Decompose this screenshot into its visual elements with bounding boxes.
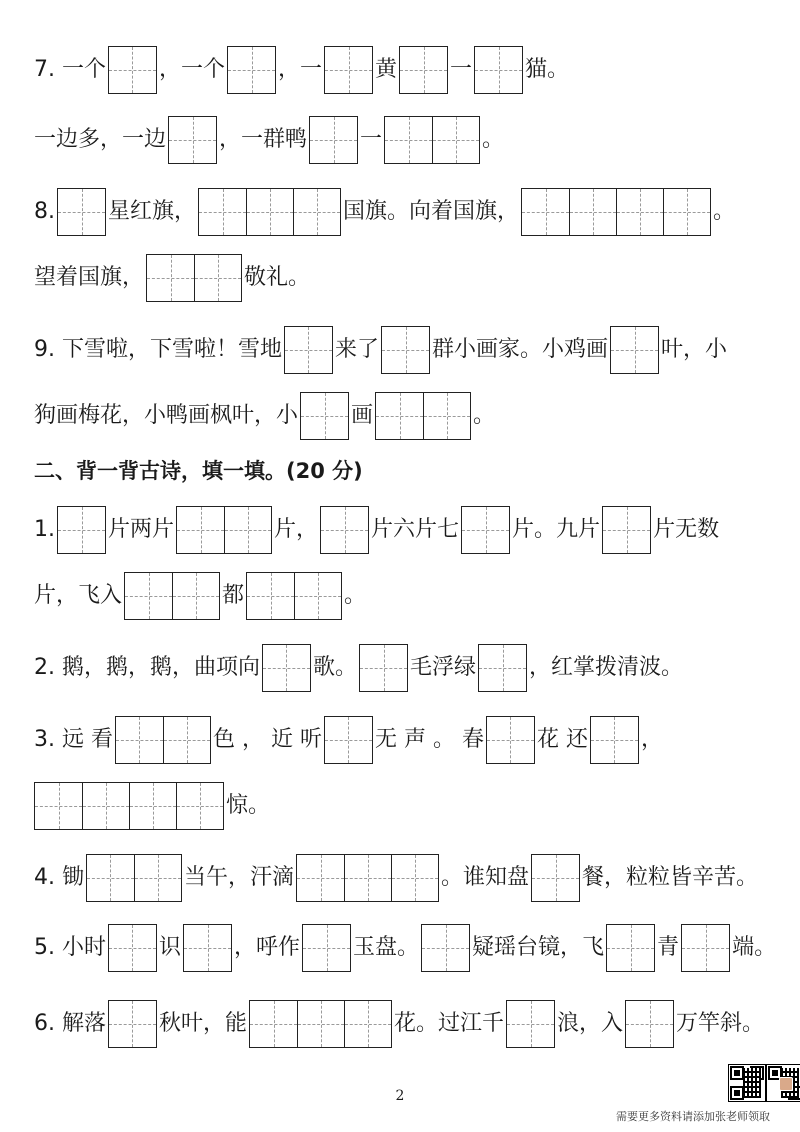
text: 惊。 [226,793,271,818]
answer-box[interactable] [262,644,311,692]
answer-box[interactable] [610,326,659,374]
text: 4. 锄 [34,865,84,890]
answer-box[interactable] [168,116,217,164]
q9-line2 [34,390,770,442]
q9-line1 [34,324,770,376]
answer-box[interactable] [246,572,342,620]
text: 7. 一个 [34,57,106,82]
answer-box[interactable] [606,924,655,972]
text: 秋叶，能 [158,1011,247,1036]
text: 都 [222,583,245,608]
answer-box[interactable] [249,1000,392,1048]
answer-box[interactable] [506,1000,555,1048]
answer-box[interactable] [57,506,106,554]
answer-box[interactable] [384,116,480,164]
text: 片，飞入 [34,583,123,608]
answer-box[interactable] [521,188,711,236]
q8-line1 [34,186,770,238]
text: 片无数 [653,517,720,542]
text: 一边多，一边 [34,127,167,152]
text: 青 [657,935,680,960]
qr-code-icon [766,1064,800,1102]
footer-note: 需要更多资料请添加张老师领取 [616,1110,770,1123]
text: 2. 鹅，鹅，鹅，曲项向 [34,655,260,680]
avatar-icon [779,1077,793,1091]
text: 浪，入 [557,1011,624,1036]
answer-box[interactable] [474,46,523,94]
text: 。 [473,403,496,428]
text: 歌。 [312,655,357,680]
answer-box[interactable] [183,924,232,972]
answer-box[interactable] [625,1000,674,1048]
text: 9. 下雪啦，下雪啦！雪地 [34,337,282,362]
text: 画 [351,403,374,428]
answer-box[interactable] [461,506,510,554]
answer-box[interactable] [478,644,527,692]
answer-box[interactable] [284,326,333,374]
text: 识 [158,935,181,960]
answer-box[interactable] [359,644,408,692]
text: 花。过江千 [394,1011,505,1036]
text: 片两片 [108,517,175,542]
text: 一 [450,57,473,82]
answer-box[interactable] [108,46,157,94]
poem6-line1 [34,998,770,1050]
answer-box[interactable] [681,924,730,972]
text: 一 [360,127,383,152]
poem3-line1 [34,714,770,766]
answer-box[interactable] [324,46,373,94]
text: 猫。 [525,57,570,82]
text: 片六片七 [371,517,460,542]
answer-box[interactable] [602,506,651,554]
text: 玉盘。 [353,935,420,960]
answer-box[interactable] [115,716,211,764]
text: 8. [34,199,55,224]
text: ， [640,727,663,752]
answer-box[interactable] [320,506,369,554]
poem1-line2 [34,570,770,622]
q7-line1 [34,44,770,96]
text: ，呼作 [234,935,301,960]
poem3-line2 [34,780,770,832]
text: 5. 小时 [34,935,106,960]
text: 万竿斜。 [676,1011,765,1036]
text: 色 ， 近 听 [212,727,322,752]
text: 片。九片 [512,517,601,542]
answer-box[interactable] [57,188,106,236]
text: 毛浮绿 [410,655,477,680]
text: 花 还 [536,727,588,752]
text: 狗画梅花，小鸭画枫叶，小 [34,403,299,428]
text: 敬礼。 [244,265,311,290]
answer-box[interactable] [176,506,272,554]
answer-box[interactable] [309,116,358,164]
text: 。 [713,199,736,224]
answer-box[interactable] [296,854,439,902]
q8-line2 [34,252,770,304]
answer-box[interactable] [227,46,276,94]
text: 。 [344,583,367,608]
text: 当午，汗滴 [183,865,294,890]
answer-box[interactable] [421,924,470,972]
text: 。谁知盘 [441,865,530,890]
section-title: 二、背一背古诗，填一填。(20 分) [34,459,363,483]
text: 黄 [375,57,398,82]
poem2-line1 [34,642,770,694]
answer-box[interactable] [124,572,220,620]
text: ，一群鸭 [219,127,308,152]
poem1-line1 [34,504,770,556]
text: ，红掌拨清波。 [529,655,684,680]
answer-box[interactable] [146,254,242,302]
answer-box[interactable] [324,716,373,764]
text: 疑瑶台镜，飞 [472,935,605,960]
text: 餐，粒粒皆辛苦。 [582,865,759,890]
answer-box[interactable] [302,924,351,972]
text: 来了 [334,337,379,362]
answer-box[interactable] [590,716,639,764]
page-number: 2 [395,1088,405,1104]
text: 无 声 。 春 [374,727,484,752]
text: 叶，小 [661,337,728,362]
answer-box[interactable] [399,46,448,94]
text: ，一个 [158,57,225,82]
answer-box[interactable] [108,1000,157,1048]
answer-box[interactable] [300,392,349,440]
text: ，一 [278,57,323,82]
text: 6. 解落 [34,1011,106,1036]
text: 1. [34,517,55,542]
q7-line2 [34,114,770,166]
poem4-line1 [34,852,770,904]
answer-box[interactable] [381,326,430,374]
text: 群小画家。小鸡画 [432,337,609,362]
text: 片， [274,517,319,542]
text: 星红旗， [108,199,197,224]
text: 。 [482,127,505,152]
answer-box[interactable] [34,782,224,830]
text: 3. 远 看 [34,727,113,752]
answer-box[interactable] [198,188,341,236]
answer-box[interactable] [375,392,471,440]
answer-box[interactable] [531,854,580,902]
text: 望着国旗， [34,265,145,290]
text: 端。 [732,935,777,960]
answer-box[interactable] [486,716,535,764]
answer-box[interactable] [108,924,157,972]
qr-code-icon [728,1064,766,1102]
poem5-line1 [34,922,777,974]
text: 国旗。向着国旗， [343,199,520,224]
answer-box[interactable] [86,854,182,902]
